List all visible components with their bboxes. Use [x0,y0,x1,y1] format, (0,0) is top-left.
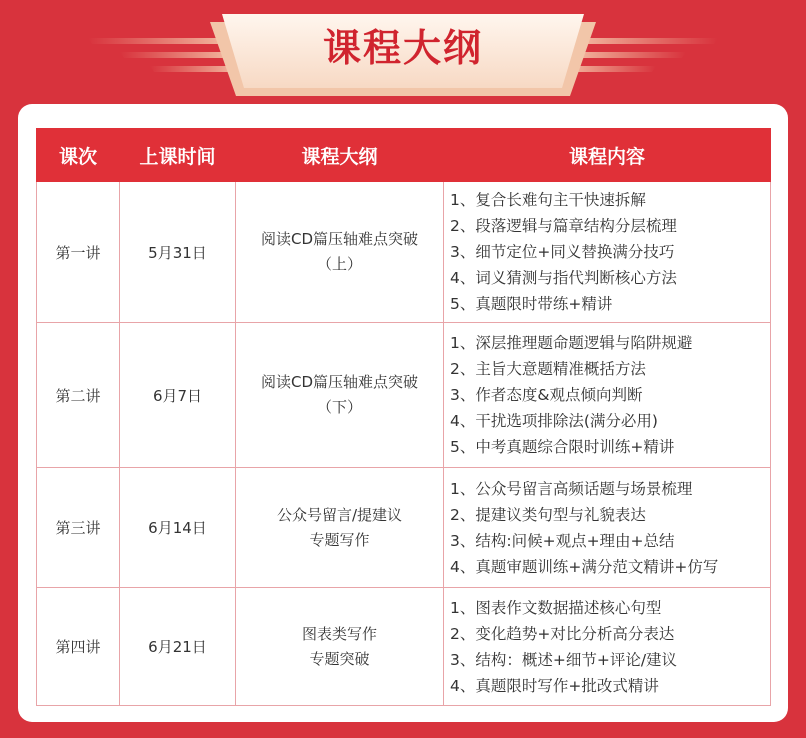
content-item: 1、深层推理题命题逻辑与陷阱规避 [450,334,693,352]
page-title: 课程大纲 [322,26,483,70]
content-item: 1、复合长难句主干快速拆解 [450,191,646,209]
outline-line: 阅读CD篇压轴难点突破 [260,230,419,248]
header-outline: 课程大纲 [236,129,444,182]
content-cell [444,468,771,588]
table-row [37,182,771,323]
content-item: 5、中考真题综合限时训练+精讲 [450,438,675,456]
content-item: 4、真题限时写作+批改式精讲 [450,676,659,695]
outline-line: 阅读CD篇压轴难点突破 [260,373,419,391]
content-item: 2、主旨大意题精准概括方法 [450,360,646,378]
lesson-cell: 第四讲 [37,588,120,706]
content-item: 3、作者态度&观点倾向判断 [450,386,643,404]
content-item: 4、词义猜测与指代判断核心方法 [450,269,677,287]
date-cell: 6月21日 [120,588,236,706]
date-cell: 6月7日 [120,323,236,468]
table-row [37,468,771,588]
date-cell: 6月14日 [120,468,236,588]
content-item: 2、提建议类句型与礼貌表达 [450,505,646,524]
outline-line: （下） [316,398,362,416]
content-item: 1、图表作文数据描述核心句型 [450,598,662,617]
content-item: 3、结构：概述+细节+评论/建议 [450,650,678,669]
content-item: 3、细节定位+同义替换满分技巧 [450,243,675,261]
outline-line: （上） [316,255,362,273]
lesson-cell: 第一讲 [37,182,120,323]
outline-line: 专题突破 [309,649,370,668]
outline-line: 公众号留言/提建议 [276,505,403,524]
outline-cell [236,468,444,588]
outline-cell [236,323,444,468]
lesson-cell: 第二讲 [37,323,120,468]
course-card [18,104,788,722]
table-row [37,323,771,468]
outline-cell [236,588,444,706]
content-item: 4、干扰选项排除法(满分必用) [450,412,658,430]
lesson-cell: 第三讲 [37,468,120,588]
table-row [37,588,771,706]
table-header-row [37,129,771,182]
header-date: 上课时间 [120,129,236,182]
header-lesson: 课次 [37,129,120,182]
header-content: 课程内容 [444,129,771,182]
content-item: 5、真题限时带练+精讲 [450,295,613,313]
content-item: 2、变化趋势+对比分析高分表达 [450,624,675,643]
content-cell [444,323,771,468]
content-item: 3、结构:问候+观点+理由+总结 [450,531,675,550]
outline-line: 图表类写作 [301,624,377,643]
date-cell: 5月31日 [120,182,236,323]
outline-cell [236,182,444,323]
content-item: 1、公众号留言高频话题与场景梳理 [450,479,693,498]
content-item: 2、段落逻辑与篇章结构分层梳理 [450,217,677,235]
syllabus-table [36,128,771,706]
content-item: 4、真题审题训练+满分范文精讲+仿写 [450,557,719,576]
content-cell [444,182,771,323]
content-cell [444,588,771,706]
outline-line: 专题写作 [309,530,370,549]
